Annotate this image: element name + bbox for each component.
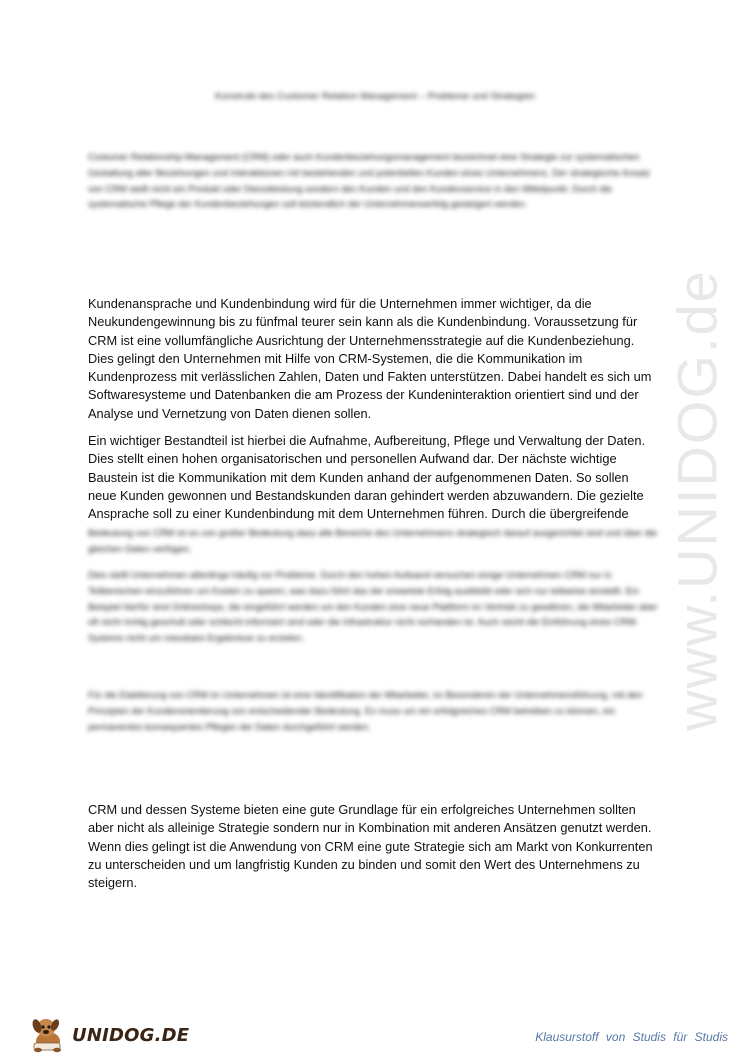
paragraph-bedeutung-text: Bedeutung von CRM ist es von großer Bedeutung dass alle Bereiche des Unternehmens strategisch darauf ausgerichtet sind und über die gleichen Daten verfügen. (88, 528, 657, 554)
paragraph-probleme-blurred: Dies stellt Unternehmen allerdings häufig vor Probleme. Durch den hohen Aufwand versuchen einige Unternehmen CRM nur in Teilbereichen einzuführen um Kosten zu sparen, was dazu führt das der erwartete Erfolg ausbleibt oder sich nur teilweise einstellt. Ein Beispiel hierfür sind Onlineshops, die eingeführt werden um den Kunden eine neue Plattform im Vertrieb zu gewähren, die Mitarbeiter aber oft nicht richtig geschult oder schlecht informiert sind oder die Infrastruktur nicht vorhanden ist. Auch reicht die Einführung eines CRM-Systems nicht um messbare Ergebnisse zu erzielen. (88, 570, 658, 644)
watermark (662, 270, 732, 730)
paragraph-etablierung-blurred: Für die Etablierung von CRM im Unternehmen ist eine Identifikation der Mitarbeiter, im Besonderen der Unternehmensführung, mit den Prinzipien der Kundenorientierung von entscheidender Bedeutung. Es muss um ein erfolgreiches CRM betreiben zu können, ein permanentes konsequentes Pflegen der Daten durchgeführt werden. (88, 690, 643, 732)
dog-mascot-icon (26, 1013, 70, 1053)
unidog-logo[interactable] (26, 1013, 190, 1053)
logo-wordmark: UNIDOG.DE (72, 1025, 190, 1046)
document-title: Konstrukt des Customer Relation Management – Probleme und Strategien (215, 91, 535, 102)
watermark-text: www.UNIDOG.de (665, 269, 729, 731)
paragraph-bestandteil: Ein wichtiger Bestandteil ist hierbei die Aufnahme, Aufbereitung, Pflege und Verwaltung der Daten. Dies stellt einen hohen organisatorischen und personellen Aufwand dar. Der nächste wichtige Baustein ist die Kommunikation mit dem Kunden anhand der aufgenommenen Daten. So sollen neue Kunden gewonnen und Bestandskunden daran gehindert werden abzuwandern. Die gezielte Ansprache soll zu einer Kundenbindung mit dem Unternehmen führen. Durch die übergreifende (88, 433, 646, 522)
paragraph-kundenansprache: Kundenansprache und Kundenbindung wird für die Unternehmen immer wichtiger, da die Neukundengewinnung bis zu fünfmal teurer sein kann als die Kundenbindung. Voraussetzung für CRM ist eine vollumfängliche Ausrichtung der Unternehmensstrategie auf die Kundenbeziehung. Dies gelingt den Unternehmen mit Hilfe von CRM-Systemen, die die Kommunikation im Kundenprozess mit verlässlichen Zahlen, Daten und Fakten unterstützen. Dabei handelt es sich um Softwaresysteme und Datenbanken die am Prozess der Kundeninteraktion orientiert sind und der Analyse und Vernetzung von Daten dienen sollen. (88, 296, 652, 421)
footer-tagline: Klausurstoff von Studis für Studis (535, 1030, 728, 1044)
paragraph-bedeutung-blurred (88, 528, 660, 564)
paragraph-intro-blurred: Costumer Relationship-Management (CRM) oder auch Kundenbeziehungsmanagement bezeichnet eine Strategie zur systematischen Gestaltung aller Beziehungen und Interaktionen mit bestehenden und potentiellen Kunden eines Unternehmens. Der strategische Ansatz von CRM stellt nicht ein Produkt oder Dienstleistung sondern den Kunden und den Kundenservice in den Mittelpunkt. Durch die systematische Pflege der Kundenbeziehungen soll letztendlich der Unternehmenserfolg gesteigert werden. (88, 152, 651, 210)
paragraph-fazit: CRM und dessen Systeme bieten eine gute Grundlage für ein erfolgreiches Unternehmen sollten aber nicht als alleinige Strategie sondern nur in Kombination mit anderen Ansätzen genutzt werden. Wenn dies gelingt ist die Anwendung von CRM eine gute Strategie sich am Markt von Konkurrenten zu unterscheiden und um langfristig Kunden zu binden und somit den Wert des Unternehmens zu steigern. (88, 802, 653, 891)
